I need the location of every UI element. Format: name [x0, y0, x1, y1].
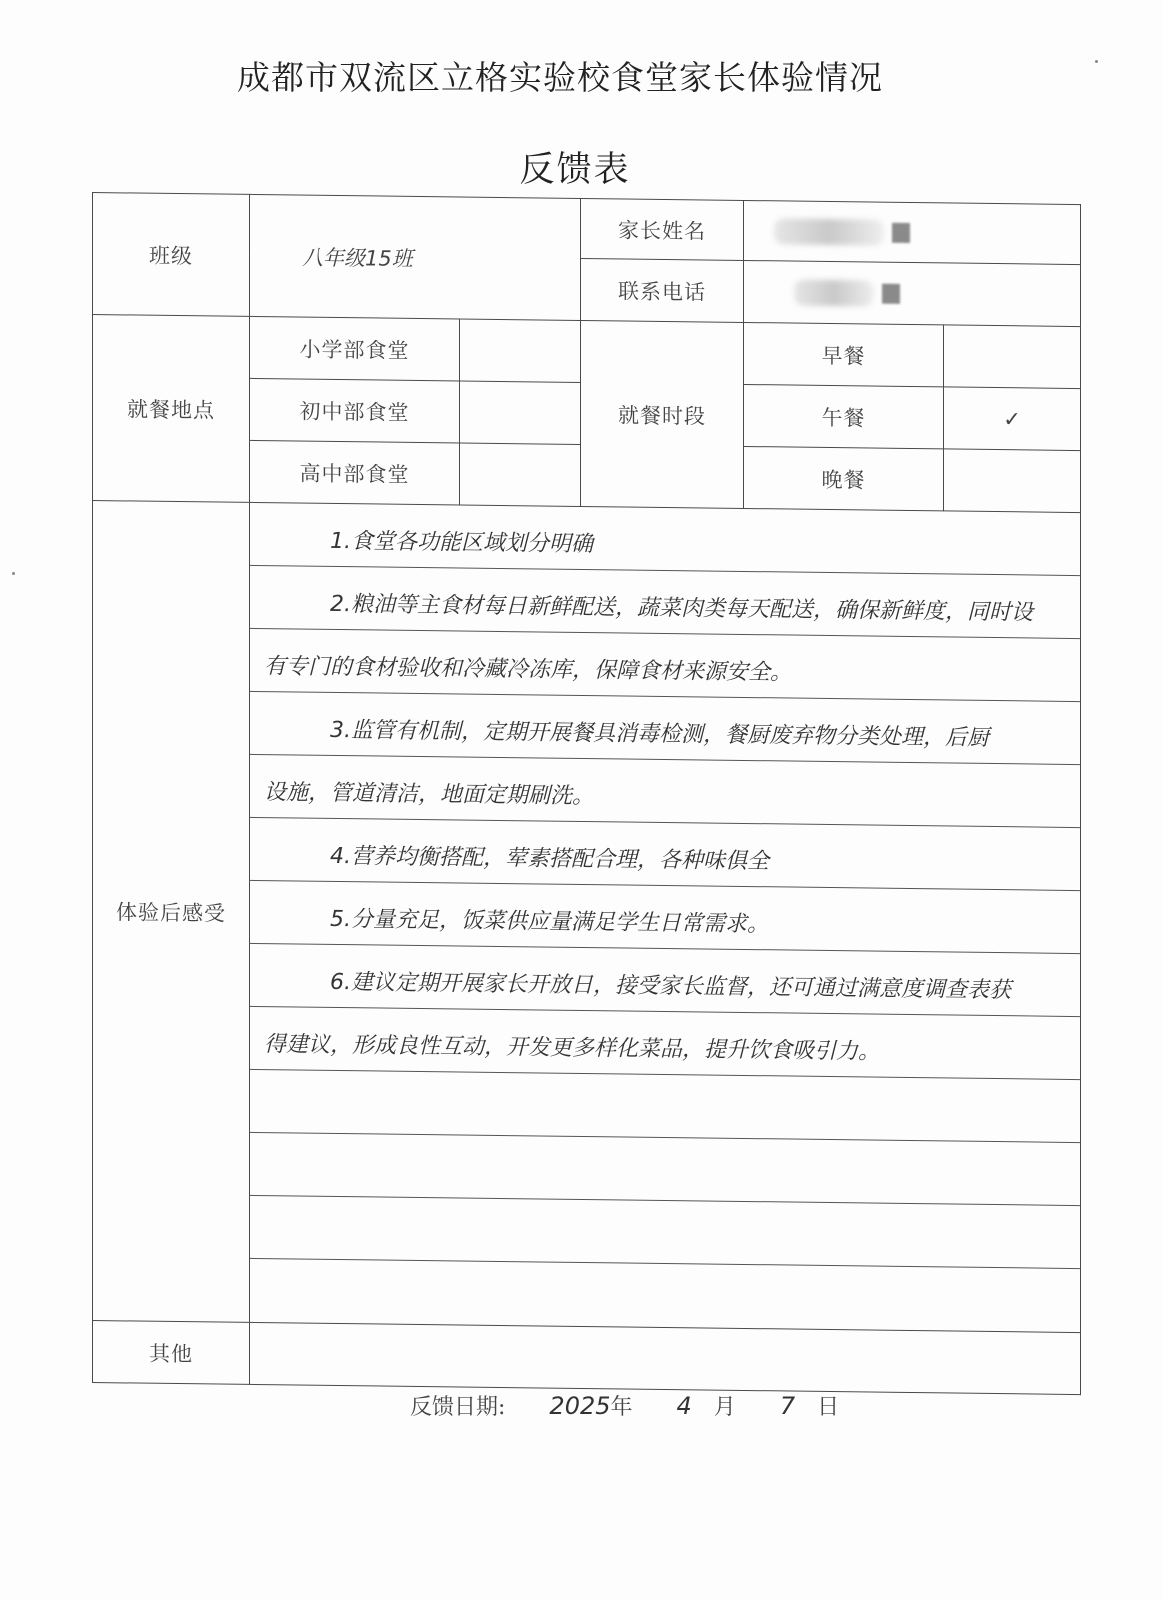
phone-value — [744, 260, 1081, 326]
experience-label: 体验后感受 — [93, 501, 250, 1323]
location-high-mark — [460, 443, 581, 506]
date-month: 4 — [676, 1392, 692, 1420]
dining-location-label: 就餐地点 — [93, 315, 250, 503]
note-line: 4.营养均衡搭配，荤素搭配合理，各种味俱全 — [250, 818, 1080, 891]
period-lunch: 午餐 — [744, 384, 944, 448]
phone-label: 联系电话 — [581, 258, 744, 322]
date-year-unit: 年 — [610, 1395, 633, 1420]
dining-period-label: 就餐时段 — [581, 320, 744, 508]
feedback-table — [92, 192, 1081, 1395]
class-label: 班级 — [93, 193, 250, 317]
other-value — [250, 1322, 1081, 1394]
redacted-phone — [794, 279, 874, 306]
note-line: 5.分量充足，饭菜供应量满足学生日常需求。 — [250, 881, 1080, 954]
note-line: 3.监管有机制，定期开展餐具消毒检测，餐厨废弃物分类处理，后厨 — [250, 692, 1080, 765]
class-value: 八年级15班 — [250, 194, 581, 320]
period-lunch-check: ✓ — [944, 387, 1081, 451]
period-breakfast: 早餐 — [744, 322, 944, 386]
note-line: 设施，管道清洁，地面定期刷洗。 — [250, 755, 1080, 828]
date-day: 7 — [779, 1392, 796, 1420]
form-subtitle: 反馈表 — [519, 150, 631, 190]
location-high: 高中部食堂 — [250, 440, 460, 505]
note-line — [250, 1070, 1080, 1143]
note-line: 得建议，形成良性互动，开发更多样化菜品，提升饮食吸引力。 — [250, 1007, 1080, 1080]
note-line: 1.食堂各功能区域划分明确 — [250, 503, 1080, 576]
note-line — [250, 1259, 1080, 1332]
feedback-date — [410, 1390, 839, 1421]
parent-name-value — [744, 200, 1081, 264]
location-primary: 小学部食堂 — [250, 316, 460, 381]
other-label: 其他 — [93, 1321, 250, 1385]
date-month-unit: 月 — [713, 1395, 736, 1420]
period-dinner-mark — [944, 449, 1081, 513]
period-breakfast-mark — [944, 325, 1081, 389]
form-title: 成都市双流区立格实验校食堂家长体验情况 — [237, 58, 883, 97]
note-line: 有专门的食材验收和冷藏冷冻库，保障食材来源安全。 — [250, 629, 1080, 702]
location-primary-mark — [460, 319, 581, 382]
date-year: 2025 — [549, 1392, 611, 1420]
note-line: 2.粮油等主食材每日新鲜配送，蔬菜肉类每天配送，确保新鲜度，同时设 — [250, 566, 1080, 639]
location-middle: 初中部食堂 — [250, 378, 460, 443]
location-middle-mark — [460, 381, 581, 444]
note-line — [250, 1133, 1080, 1206]
scan-speck — [12, 572, 15, 575]
feedback-date-label: 反馈日期: — [410, 1395, 506, 1420]
experience-notes — [250, 502, 1081, 1332]
parent-name-label: 家长姓名 — [581, 198, 744, 260]
date-day-unit: 日 — [817, 1395, 840, 1420]
redaction-mark — [882, 283, 900, 303]
redaction-mark — [892, 223, 910, 243]
period-dinner: 晚餐 — [744, 446, 944, 510]
scan-speck — [1095, 60, 1098, 63]
note-line: 6.建议定期开展家长开放日，接受家长监督，还可通过满意度调查表获 — [250, 944, 1080, 1017]
note-line — [250, 1196, 1080, 1269]
redacted-name — [774, 218, 884, 245]
